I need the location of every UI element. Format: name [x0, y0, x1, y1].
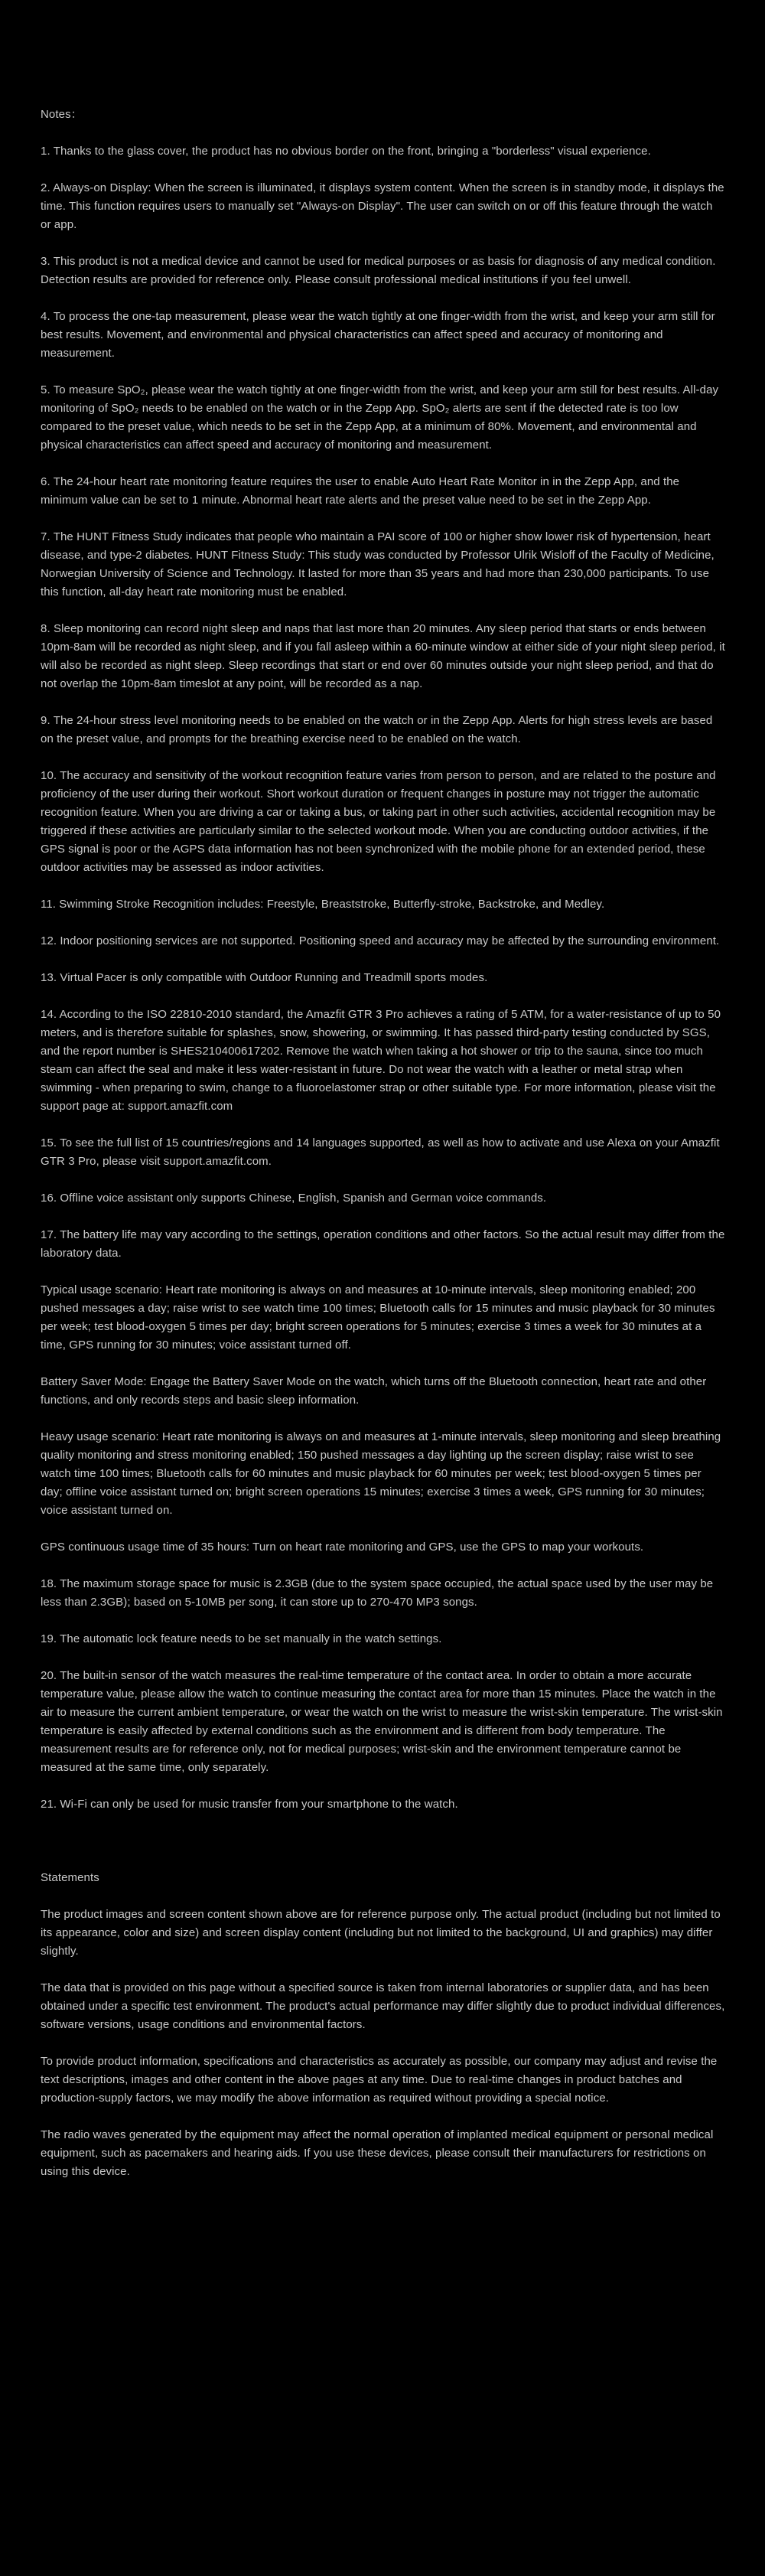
- note-paragraph-3: 3. This product is not a medical device and cannot be used for medical purposes or as basis for diagnosis of any medical condition. Detection results are provided for reference only. Please consult professional medical institutions if you feel unwell.: [41, 255, 716, 286]
- note-paragraph-21: 21. Wi-Fi can only be used for music transfer from your smartphone to the watch.: [41, 1798, 458, 1811]
- note-paragraph-17-battery-saver: Battery Saver Mode: Engage the Battery Saver Mode on the watch, which turns off the Bluetooth connection, heart rate and other functions, and only records steps and basic sleep information.: [41, 1375, 707, 1407]
- note-paragraph-19: 19. The automatic lock feature needs to be set manually in the watch settings.: [41, 1632, 442, 1645]
- note-paragraph-13: 13. Virtual Pacer is only compatible with Outdoor Running and Treadmill sports modes.: [41, 971, 488, 984]
- statement-paragraph-4: The radio waves generated by the equipment may affect the normal operation of implanted medical equipment or personal medical equipment, such as pacemakers and hearing aids. If you use these devices, please consult their manufacturers for restrictions on using this device.: [41, 2128, 714, 2178]
- note-paragraph-2: 2. Always-on Display: When the screen is illuminated, it displays system content. When the screen is in standby mode, it displays the time. This function requires users to manually set "Always-on Display". The user can switch on or off this feature through the watch or app.: [41, 181, 724, 231]
- note-paragraph-16: 16. Offline voice assistant only supports Chinese, English, Spanish and German voice commands.: [41, 1192, 547, 1205]
- note-paragraph-12: 12. Indoor positioning services are not supported. Positioning speed and accuracy may be affected by the surrounding environment.: [41, 934, 720, 947]
- note-paragraph-17-heavy-usage: Heavy usage scenario: Heart rate monitoring is always on and measures at 1-minute intervals, sleep monitoring and sleep breathing quality monitoring and stress monitoring enabled; 150 pushed messages a day lighting up the screen display; raise wrist to see watch time 100 times; Bluetooth calls for 60 minutes and music playback for 60 minutes per week; test blood-oxygen 5 times per day; offline voice assistant turned on; bright screen operations 15 minutes; exercise 3 times a week, GPS running for 30 minutes; voice assistant turned on.: [41, 1430, 721, 1517]
- note-paragraph-17-gps-usage: GPS continuous usage time of 35 hours: Turn on heart rate monitoring and GPS, use the GPS to map your workouts.: [41, 1541, 644, 1554]
- note-paragraph-8: 8. Sleep monitoring can record night sleep and naps that last more than 20 minutes. Any sleep period that starts or ends between 10pm-8am will be recorded as night sleep, and if you fall asleep within a 60-minute window at either side of your night sleep period, it will also be recorded as night sleep. Sleep recordings that start or end over 60 minutes outside your night sleep period, and that do not overlap the 10pm-8am timeslot at any point, will be recorded as a nap.: [41, 622, 725, 690]
- note-paragraph-1: 1. Thanks to the glass cover, the product has no obvious border on the front, bringing a "borderless" visual experience.: [41, 145, 651, 158]
- note-paragraph-4: 4. To process the one-tap measurement, please wear the watch tightly at one finger-width from the wrist, and keep your arm still for best results. Movement, and environmental and physical characteristics can affect speed and accuracy of monitoring and measurement.: [41, 310, 715, 360]
- note-paragraph-10: 10. The accuracy and sensitivity of the workout recognition feature varies from person to person, and are related to the posture and proficiency of the user during their workout. Short workout duration or frequent changes in posture may not trigger the automatic recognition feature. When you are driving a car or taking a bus, or taking part in other such activities, accidental recognition may be triggered if these activities are particularly similar to the selected workout mode. When you are conducting outdoor activities, if the GPS signal is poor or the AGPS data information has not been synchronized with the mobile phone for an extended period, these outdoor activities may be assessed as indoor activities.: [41, 769, 716, 874]
- notes-heading: Notes：: [41, 108, 83, 121]
- note-paragraph-17: 17. The battery life may vary according to the settings, operation conditions and other factors. So the actual result may differ from the laboratory data.: [41, 1228, 725, 1260]
- statement-paragraph-1: The product images and screen content shown above are for reference purpose only. The actual product (including but not limited to its appearance, color and size) and screen display content (including but not limited to the background, UI and graphics) may differ slightly.: [41, 1908, 721, 1958]
- note-paragraph-6: 6. The 24-hour heart rate monitoring feature requires the user to enable Auto Heart Rate Monitor in in the Zepp App, and the minimum value can be set to 1 minute. Abnormal heart rate alerts and the preset value need to be set in the Zepp App.: [41, 475, 680, 507]
- note-paragraph-14: 14. According to the ISO 22810-2010 standard, the Amazfit GTR 3 Pro achieves a rating of 5 ATM, for a water-resistance of up to 50 meters, and is therefore suitable for splashes, snow, showering, or swimming. It has passed third-party testing conducted by SGS, and the report number is SHES210400617202. Remove the watch when taking a hot shower or trip to the sauna, since too much steam can affect the seal and make it less water-resistant in future. Do not wear the watch with a leather or metal strap when swimming - when preparing to swim, change to a fluoroelastomer strap or other suitable type. For more information, please visit the support page at: support.amazfit.com: [41, 1008, 721, 1113]
- note-paragraph-15: 15. To see the full list of 15 countries/regions and 14 languages supported, as well as how to activate and use Alexa on your Amazfit GTR 3 Pro, please visit support.amazfit.com.: [41, 1136, 720, 1168]
- statements-heading: Statements: [41, 1871, 99, 1884]
- note-paragraph-11: 11. Swimming Stroke Recognition includes: Freestyle, Breaststroke, Butterfly-stroke, Backstroke, and Medley.: [41, 898, 605, 911]
- statement-paragraph-2: The data that is provided on this page without a specified source is taken from internal laboratories or supplier data, and has been obtained under a specific test environment. The product's actual performance may differ slightly due to product individual differences, software versions, usage conditions and environmental factors.: [41, 1981, 725, 2031]
- note-paragraph-9: 9. The 24-hour stress level monitoring needs to be enabled on the watch or in the Zepp App. Alerts for high stress levels are based on the preset value, and prompts for the breathing exercise need to be enabled on the watch.: [41, 714, 713, 745]
- note-paragraph-17-typical-usage: Typical usage scenario: Heart rate monitoring is always on and measures at 10-minute intervals, sleep monitoring enabled; 200 pushed messages a day; raise wrist to see watch time 100 times; Bluetooth calls for 15 minutes and music playback for 30 minutes per week; test blood-oxygen 5 times per day; bright screen operations for 5 minutes; exercise 3 times a week for 30 minutes at a time, GPS running for 30 minutes; voice assistant turned off.: [41, 1283, 715, 1352]
- note-paragraph-18: 18. The maximum storage space for music is 2.3GB (due to the system space occupied, the actual space used by the user may be less than 2.3GB); based on 5-10MB per song, it can store up to 270-470 MP3 songs.: [41, 1577, 714, 1609]
- statement-paragraph-3: To provide product information, specifications and characteristics as accurately as possible, our company may adjust and revise the text descriptions, images and other content in the above pages at any time. Due to real-time changes in product batches and production-supply factors, we may modify the above information as required without providing a special notice.: [41, 2055, 718, 2105]
- note-paragraph-5: 5. To measure SpO₂, please wear the watch tightly at one finger-width from the wrist, and keep your arm still for best results. All-day monitoring of SpO₂ needs to be enabled on the watch or in the Zepp App. SpO₂ alerts are sent if the detected rate is too low compared to the preset value, which needs to be set in the Zepp App, at a minimum of 80%. Movement, and environmental and physical characteristics can affect speed and accuracy of monitoring and measurement.: [41, 383, 719, 452]
- note-paragraph-7: 7. The HUNT Fitness Study indicates that people who maintain a PAI score of 100 or higher show lower risk of hypertension, heart disease, and type-2 diabetes. HUNT Fitness Study: This study was conducted by Professor Ulrik Wisloff of the Faculty of Medicine, Norwegian University of Science and Technology. It lasted for more than 35 years and had more than 230,000 participants. To use this function, all-day heart rate monitoring must be enabled.: [41, 530, 715, 598]
- note-paragraph-20: 20. The built-in sensor of the watch measures the real-time temperature of the contact area. In order to obtain a more accurate temperature value, please allow the watch to continue measuring the contact area for more than 15 minutes. Place the watch in the air to measure the current ambient temperature, or wear the watch on the wrist to measure the wrist-skin temperature. The wrist-skin temperature is easily affected by external conditions such as the environment and is different from body temperature. The measurement results are for reference only, not for medical purposes; wrist-skin and the environment temperature cannot be measured at the same time, only separately.: [41, 1669, 723, 1774]
